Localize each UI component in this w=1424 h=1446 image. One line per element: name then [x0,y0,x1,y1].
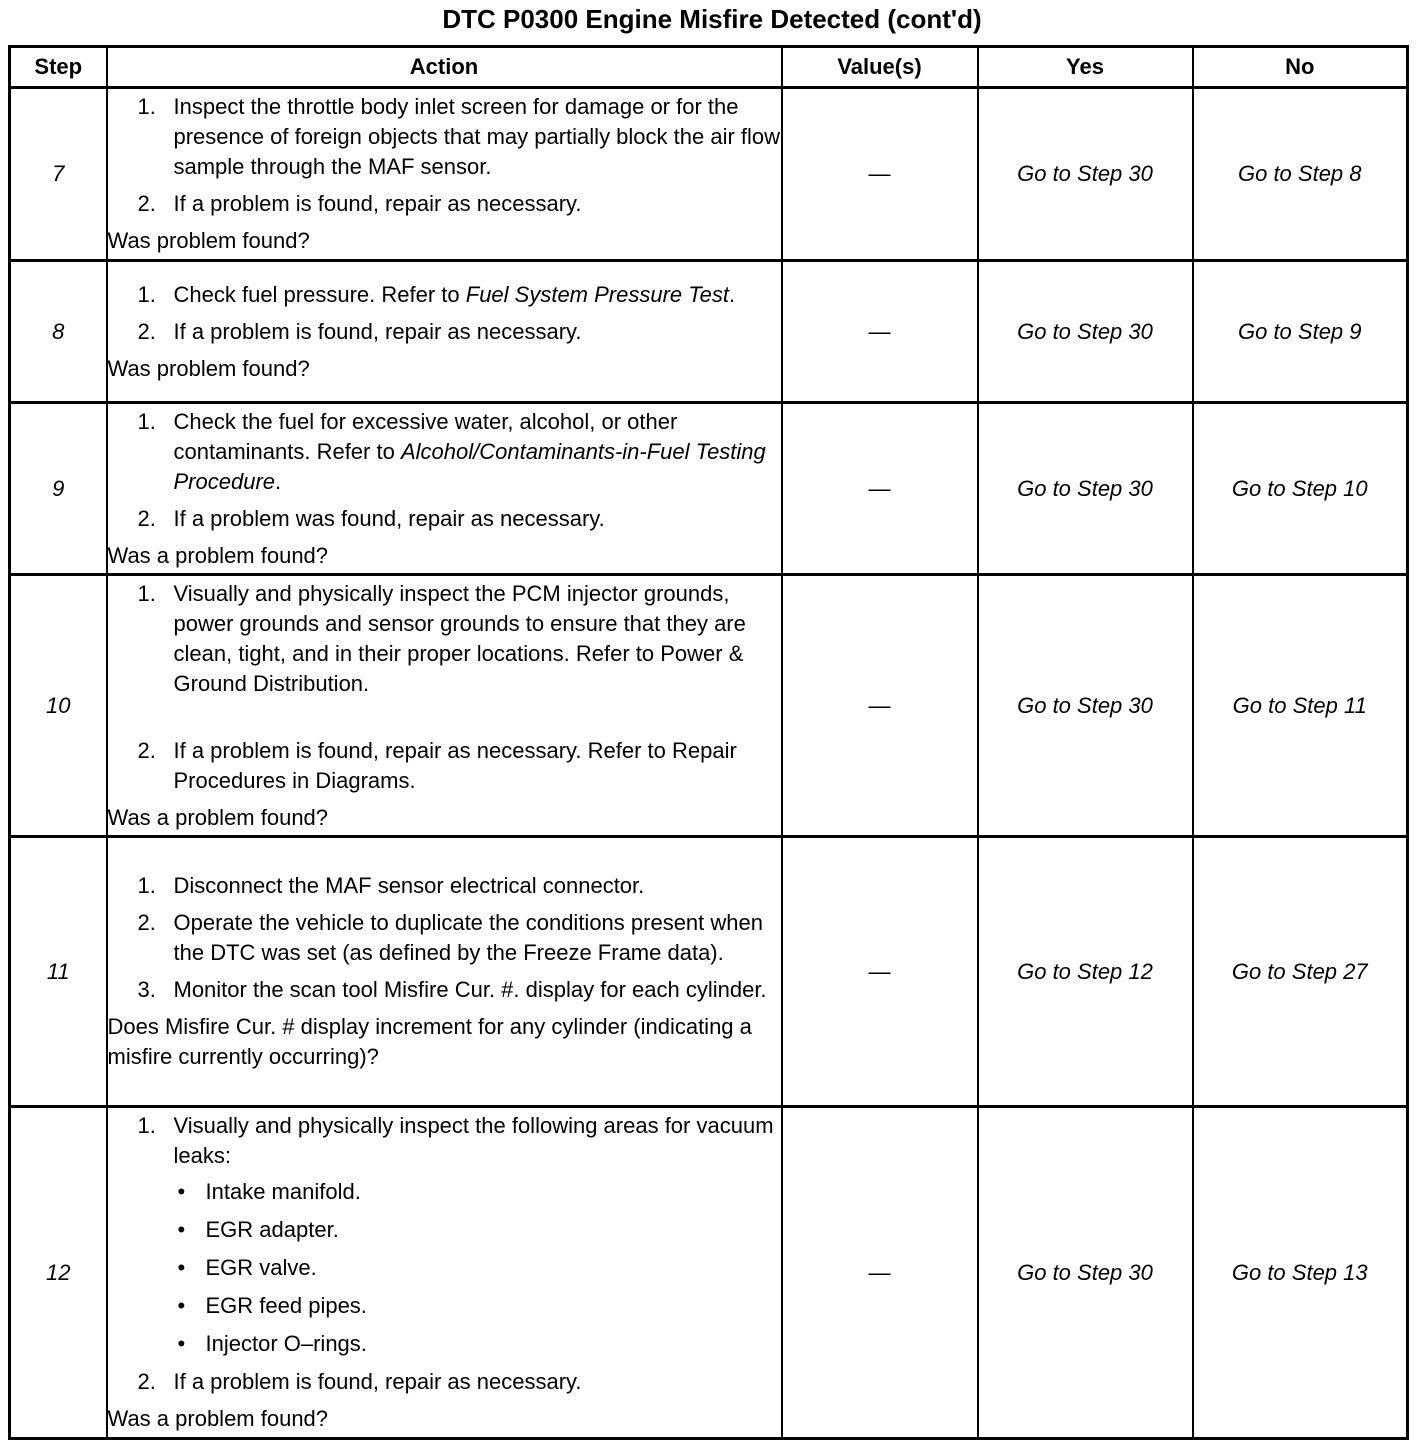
bullet-text: Intake manifold. [205,1179,361,1204]
step-number: 10 [10,575,107,837]
bullet-icon: • [177,1255,186,1280]
no-link[interactable]: Go to Step 9 [1193,261,1408,403]
item-text: Monitor the scan tool Misfire Cur. #. display for each cylinder. [173,977,767,1002]
action-list [108,280,781,347]
yes-link[interactable]: Go to Step 30 [978,88,1193,261]
list-item [108,975,781,1005]
item-text: If a problem is found, repair as necessary. [173,191,582,216]
value-cell: — [782,837,978,1107]
action-list [108,579,781,796]
bullet-icon: • [177,1217,186,1242]
item-number: 3. [137,977,156,1002]
item-text: Inspect the throttle body inlet screen for damage or for the presence of foreign objects that may partially block the air flow sample through the MAF sensor. [173,94,781,179]
step-number: 7 [10,88,107,261]
item-text: If a problem is found, repair as necessary. [173,318,582,344]
step-number: 11 [10,837,107,1107]
action-list [108,92,781,219]
bullet-icon: • [177,1179,186,1204]
item-text: Operate the vehicle to duplicate the conditions present when the DTC was set (as defined by the Freeze Frame data). [173,910,763,965]
list-item [108,871,781,901]
item-number: 2. [137,318,156,344]
page-title: DTC P0300 Engine Misfire Detected (cont'd) [442,4,982,34]
bullet-icon: • [177,1331,186,1356]
bullet-item [174,1329,781,1359]
list-item [108,280,781,310]
item-text: If a problem is found, repair as necessary. [173,1369,582,1394]
no-link[interactable]: Go to Step 13 [1193,1107,1408,1439]
action-cell [107,1107,782,1439]
bullet-icon: • [177,1293,186,1318]
item-number: 1. [137,281,156,307]
action-cell [107,261,782,403]
action-cell [107,837,782,1107]
action-cell [107,403,782,575]
item-text-end: . [729,281,736,307]
yes-link[interactable]: Go to Step 30 [978,575,1193,837]
question-text: Was problem found? [107,228,310,253]
list-item [108,317,781,347]
header-yes: Yes [978,47,1193,88]
action-cell [107,575,782,837]
bullet-item [174,1177,781,1207]
list-item [108,1111,781,1359]
action-list [108,1111,781,1397]
reference-link[interactable]: Fuel System Pressure Test [465,281,730,307]
item-text: If a problem was found, repair as necessary. [173,505,605,531]
yes-link[interactable]: Go to Step 30 [978,403,1193,575]
list-item [108,92,781,182]
step-number: 8 [10,261,107,403]
list-item [108,407,781,497]
item-number: 2. [137,737,156,763]
value-cell: — [782,88,978,261]
question-text: Was problem found? [107,355,310,381]
item-number: 1. [137,873,156,898]
item-text: Check the fuel for excessive water, alcohol, or other contaminants. Refer to [173,408,678,464]
list-item [108,908,781,968]
bullet-text: EGR feed pipes. [205,1293,367,1318]
yes-link[interactable]: Go to Step 12 [978,837,1193,1107]
table-row [10,1107,1408,1439]
question-text: Was a problem found? [107,542,329,568]
list-item [108,736,781,796]
step-number: 12 [10,1107,107,1439]
item-number: 2. [137,505,156,531]
table-row [10,575,1408,837]
value-cell: — [782,403,978,575]
table-row [10,261,1408,403]
header-step: Step [10,47,107,88]
question-text: Was a problem found? [107,804,329,830]
bullet-text: EGR adapter. [205,1217,339,1242]
item-text: If a problem is found, repair as necessary. Refer to Repair Procedures in Diagrams. [173,737,737,793]
table-row [10,403,1408,575]
item-number: 2. [137,910,156,935]
action-list [108,871,781,1005]
list-item [108,1367,781,1397]
item-number: 1. [137,408,156,434]
action-list [108,407,781,534]
question-text: Was a problem found? [107,1406,329,1431]
header-values: Value(s) [782,47,978,88]
bullet-item [174,1215,781,1245]
question-text: Does Misfire Cur. # display increment for any cylinder (indicating a misfire currently occurring)? [107,1014,752,1069]
table-row [10,837,1408,1107]
value-cell: — [782,1107,978,1439]
yes-link[interactable]: Go to Step 30 [978,1107,1193,1439]
list-item [108,504,781,534]
item-number: 1. [137,580,156,606]
bullet-item [174,1253,781,1283]
list-item [108,189,781,219]
bullet-list [174,1177,781,1359]
item-text-end: . [275,468,282,494]
yes-link[interactable]: Go to Step 30 [978,261,1193,403]
item-text: Disconnect the MAF sensor electrical connector. [173,873,645,898]
diagnostic-table [8,45,1409,1440]
no-link[interactable]: Go to Step 27 [1193,837,1408,1107]
header-action: Action [107,47,782,88]
item-number: 2. [137,191,156,216]
item-number: 2. [137,1369,156,1394]
value-cell: — [782,575,978,837]
header-no: No [1193,47,1408,88]
value-cell: — [782,261,978,403]
item-text: Visually and physically inspect the following areas for vacuum leaks: [173,1113,774,1168]
table-header-row [10,47,1408,88]
item-text: Visually and physically inspect the PCM injector grounds, power grounds and sensor grounds to ensure that they are clean, tight, and in their proper locations. Refer to Power & Ground Distribution. [173,580,746,696]
bullet-item [174,1291,781,1321]
item-number: 1. [137,1113,156,1138]
reference-link[interactable]: Alcohol/Contaminants-in-Fuel Testing Procedure [173,438,766,494]
no-link[interactable]: Go to Step 11 [1193,575,1408,837]
item-text: Check fuel pressure. Refer to [173,281,466,307]
bullet-text: Injector O–rings. [205,1331,367,1356]
action-cell [107,88,782,261]
no-link[interactable]: Go to Step 10 [1193,403,1408,575]
list-item [108,579,781,729]
item-number: 1. [137,94,156,119]
step-number: 9 [10,403,107,575]
bullet-text: EGR valve. [205,1255,317,1280]
no-link[interactable]: Go to Step 8 [1193,88,1408,261]
table-row [10,88,1408,261]
